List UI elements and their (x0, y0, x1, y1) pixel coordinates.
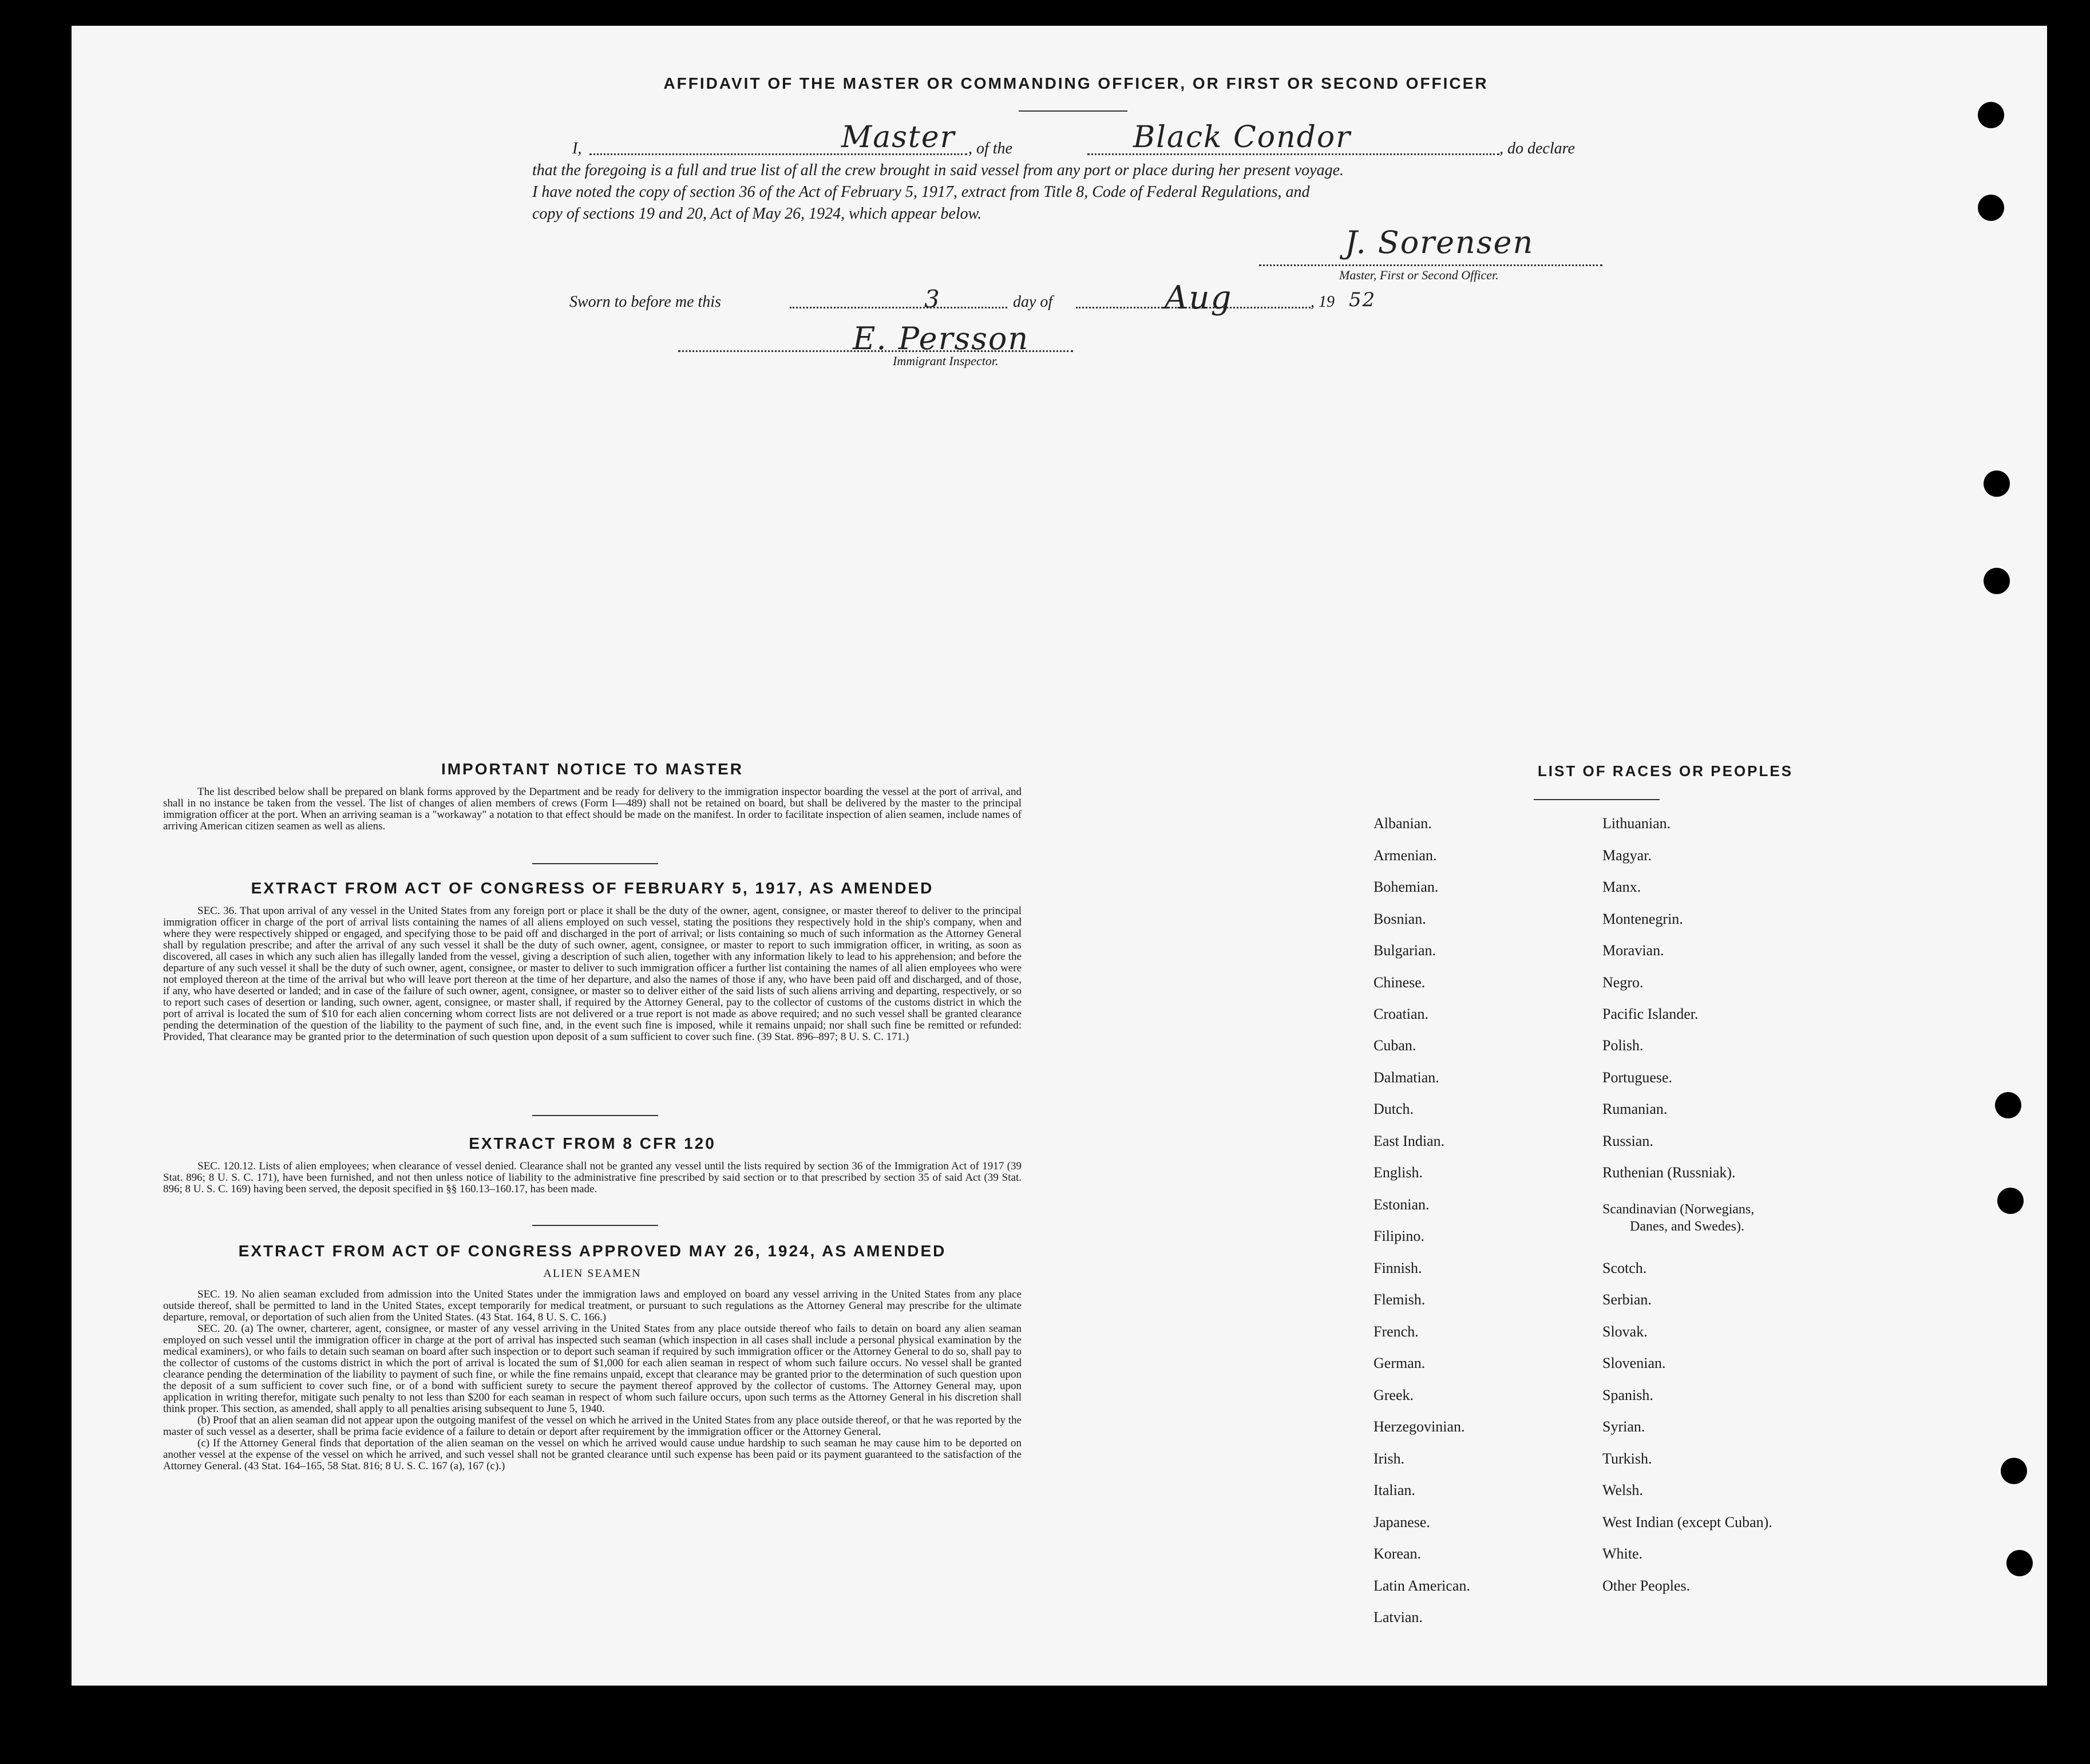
race-left-item: Bulgarian. (1373, 942, 1436, 959)
section-20a-text: SEC. 20. (a) The owner, charterer, agent, consignee, or master of any vessel arriving in the United States from any place outside thereof who fails to detain on board any alien seaman employed on such vessel until the immigration officer in charge at the port of arrival has inspected such seaman (which inspection in all cases shall include a personal physical examination by the medical examiners), or who fails to detain such seaman on board after such inspection or to deport such seaman if required by such immigration officer or the Attorney General to do so, shall pay to the collector of customs of the customs district in which the port of arrival is located the sum of $1,000 for each alien seaman in respect of whom such failure occurs. No vessel shall be granted clearance pending the determination of the liability to payment of such fine, or while the fine remains unpaid, except that clearance may be granted prior to the determination of such question upon the deposit of a sum sufficient to cover such fine, or of a bond with sufficient surety to secure the payment thereof approved by the collector of customs. The Attorney General may, upon application in writing therefor, mitigate such penalty to not less than $200 for each seaman in respect of whom such failure occurs, upon such terms as the Attorney General in his discretion shall think proper. This section, as amended, shall apply to all penalties arising subsequent to June 5, 1940. (163, 1323, 1022, 1415)
notice-title: IMPORTANT NOTICE TO MASTER (441, 760, 744, 778)
inspector-signature: E. Persson (853, 321, 1030, 357)
affidavit-title: AFFIDAVIT OF THE MASTER OR COMMANDING OFFICER, OR FIRST OR SECOND OFFICER (663, 74, 1489, 92)
cfr-body (163, 1161, 1022, 1195)
race-right-continuation: Danes, and Swedes). (1630, 1219, 1744, 1234)
race-left-item: Irish. (1373, 1450, 1405, 1467)
punch-hole (1984, 568, 2010, 594)
race-right-item: Pacific Islander. (1602, 1006, 1699, 1022)
sworn-label: Sworn to before me this (569, 293, 721, 311)
divider (532, 1225, 658, 1226)
rank-value: Master (841, 120, 956, 155)
divider (1019, 110, 1127, 112)
extract-1924-title: EXTRACT FROM ACT OF CONGRESS APPROVED MAY 26, 1924, AS AMENDED (238, 1242, 947, 1260)
master-caption: Master, First or Second Officer. (1339, 268, 1499, 282)
race-right-item: Ruthenian (Russniak). (1602, 1164, 1736, 1181)
race-right-item: Welsh. (1602, 1482, 1643, 1498)
race-left-item: Estonian. (1373, 1196, 1430, 1213)
race-left-item: French. (1373, 1323, 1419, 1340)
master-signature: J. Sorensen (1345, 224, 1534, 260)
punch-hole (2006, 1550, 2033, 1576)
notice-text: The list described below shall be prepared on blank forms approved by the Department and be ready for delivery to the immigration inspector boarding the vessel at the port of arrival, and shall in no instance be taken from the vessel. The list of changes of alien members of crews (Form I—489) shall not be retained on board, but shall be delivered by the master to the principal immigration officer at the port. When an arriving seaman is a "workaway" a notation to that effect should be made on the manifest. In order to facilitate inspection of alien seamen, include names of arriving American citizen seamen as well as aliens. (163, 786, 1022, 832)
race-right-item: Montenegrin. (1602, 911, 1683, 927)
race-right-item: Syrian. (1602, 1418, 1645, 1435)
race-left-item: Albanian. (1373, 815, 1432, 832)
race-right-item: West Indian (except Cuban). (1602, 1514, 1772, 1530)
day-value: 3 (924, 285, 941, 313)
race-left-item: Filipino. (1373, 1228, 1424, 1244)
race-right-item: Negro. (1602, 974, 1644, 991)
month-value: Aug (1165, 279, 1233, 317)
race-right-item: Other Peoples. (1602, 1577, 1691, 1594)
race-left-item: Armenian. (1373, 847, 1437, 864)
race-left-item: East Indian. (1373, 1133, 1445, 1149)
punch-hole (1997, 1188, 2024, 1214)
notice-body (163, 786, 1022, 832)
day-field-line (790, 307, 1007, 308)
race-right-item: Serbian. (1602, 1291, 1652, 1308)
race-right-item: Magyar. (1602, 847, 1652, 864)
master-signature-line (1259, 264, 1602, 266)
inspector-signature-line (678, 350, 1073, 352)
inspector-caption: Immigrant Inspector. (893, 354, 999, 368)
form-page-right-edge (1906, 96, 2047, 1686)
declaration-line-2: that the foregoing is a full and true list of all the crew brought in said vessel from any port or place during her present voyage. (532, 161, 1344, 179)
vessel-name: Black Condor (1133, 120, 1352, 155)
race-right-item: Spanish. (1602, 1387, 1653, 1403)
race-right-item: Slovenian. (1602, 1355, 1666, 1371)
race-right-item: Scandinavian (Norwegians, (1602, 1202, 1755, 1217)
race-left-item: Cuban. (1373, 1037, 1416, 1054)
section-19-text: SEC. 19. No alien seaman excluded from admission into the United States under the immigration laws and employed on board any vessel arriving in the United States from any place outside thereof, shall be permitted to land in the United States, except temporarily for medical treatment, or pursuant to such regulations as the Attorney General may prescribe for the ultimate departure, removal, or deportation of such alien from the United States. (43 Stat. 164, 8 U. S. C. 166.) (163, 1288, 1022, 1323)
alien-seamen-subtitle: ALIEN SEAMEN (543, 1267, 642, 1280)
year-value: 52 (1349, 288, 1376, 311)
race-left-item: Latvian. (1373, 1609, 1423, 1625)
punch-hole (1978, 195, 2004, 221)
races-title: LIST OF RACES OR PEOPLES (1537, 762, 1794, 780)
race-right-item: Moravian. (1602, 942, 1664, 959)
punch-hole (1984, 470, 2010, 497)
race-left-item: Dutch. (1373, 1101, 1414, 1117)
declaration-line-4: copy of sections 19 and 20, Act of May 26, 1924, which appear below. (532, 205, 982, 223)
divider (532, 863, 658, 864)
race-right-item: Portuguese. (1602, 1069, 1673, 1086)
race-left-item: Bohemian. (1373, 879, 1439, 895)
section-36-text: SEC. 36. That upon arrival of any vessel in the United States from any foreign port or place it shall be the duty of the owner, agent, consignee, or master thereof to deliver to the principal immigration officer in charge of the port of arrival lists containing the names of all aliens employed on such vessel, stating the positions they respectively hold in the ship's company, when and where they were respectively shipped or engaged, and specifying those to be paid off and discharged in the port of arrival; or lists containing so much of such information as the Attorney General shall by regulation prescribe; and after the arrival of any such vessel it shall be the duty of such owner, agent, consignee, or master to report to such immigration officer, in writing, as soon as discovered, all cases in which any such alien has illegally landed from the vessel, giving a description of such alien, together with any information likely to lead to his apprehension; and before the departure of any such vessel it shall be the duty of such owner, agent, consignee, or master to deliver to such immigration officer a further list containing the names of all alien employees who were not employed thereon at the time of the arrival but who will leave port thereon at the time of her departure, and also the names of those if any, who have been paid off and discharged, and of those, if any, who have deserted or landed; and in case of the failure of such owner, agent, consignee, or master so to deliver either of the said lists of such aliens arriving and departing, respectively, or so to report such cases of desertion or landing, such owner, agent, consignee, or master shall, if required by the Attorney General, pay to the collector of customs of the customs district in which the port of arrival is located the sum of $10 for each alien concerning whom correct lists are not delivered or a true report is not made as above required; and no such vessel shall be granted clearance pending the determination of the question of the liability to the payment of such fine, and, in the event such fine is imposed, while it remains unpaid; nor shall such fine be remitted or refunded: Provided, That clearance may be granted prior to the determination of such question upon deposit of a sum sufficient to cover such fine. (39 Stat. 896–897; 8 U. S. C. 171.) (163, 905, 1022, 1043)
race-left-item: Chinese. (1373, 974, 1426, 991)
do-declare-label: , do declare (1499, 140, 1575, 157)
race-right-item: Rumanian. (1602, 1101, 1668, 1117)
section-20c-text: (c) If the Attorney General finds that deportation of the alien seaman on the vessel on which he arrived would cause undue hardship to such seaman he may cause him to be deported on another vessel at the expense of the vessel on which he arrived, and such vessel shall not be granted clearance until such expense has been paid or its payment guaranteed to the satisfaction of the Attorney General. (43 Stat. 164–165, 58 Stat. 816; 8 U. S. C. 167 (a), 167 (c).) (163, 1437, 1022, 1472)
punch-hole (2001, 1458, 2027, 1484)
race-left-item: Italian. (1373, 1482, 1415, 1498)
race-right-item: Slovak. (1602, 1323, 1648, 1340)
punch-hole (1978, 102, 2004, 128)
race-left-item: Herzegovinian. (1373, 1418, 1465, 1435)
extract-1917-body (163, 905, 1022, 1043)
race-left-item: Finnish. (1373, 1260, 1422, 1276)
extract-1924-body (163, 1289, 1022, 1472)
of-the-label: , of the (968, 140, 1012, 157)
extract-1917-title: EXTRACT FROM ACT OF CONGRESS OF FEBRUARY 5, 1917, AS AMENDED (251, 879, 934, 897)
race-left-item: English. (1373, 1164, 1423, 1181)
section-20b-text: (b) Proof that an alien seaman did not appear upon the outgoing manifest of the vessel on which he arrived in the United States from any place outside thereof, or that he was reported by the master of such vessel as a deserter, shall be prima facie evidence of a failure to detain or deport after requirement by the immigration officer or the Attorney General. (163, 1414, 1022, 1438)
declaration-i: I, (572, 140, 582, 157)
race-right-item: Lithuanian. (1602, 815, 1671, 832)
race-left-item: Dalmatian. (1373, 1069, 1439, 1086)
divider (532, 1115, 658, 1116)
race-left-item: Japanese. (1373, 1514, 1430, 1530)
race-left-item: Korean. (1373, 1545, 1422, 1562)
year-prefix: , 19 (1311, 293, 1335, 311)
race-left-item: German. (1373, 1355, 1426, 1371)
race-right-item: Polish. (1602, 1037, 1644, 1054)
race-left-item: Greek. (1373, 1387, 1414, 1403)
section-120-12-text: SEC. 120.12. Lists of alien employees; when clearance of vessel denied. Clearance shall not be granted any vessel until the lists required by section 36 of the Immigration Act of 1917 (39 Stat. 896; 8 U. S. C. 171), have been furnished, and not then unless notice of liability to the administrative fine prescribed by said section or to that prescribed by section 35 of said Act (39 Stat. 896; 8 U. S. C. 169) having been served, the deposit specified in §§ 160.13–160.17, has been made. (163, 1160, 1022, 1195)
race-right-item: Scotch. (1602, 1260, 1647, 1276)
race-left-item: Flemish. (1373, 1291, 1426, 1308)
race-left-item: Bosnian. (1373, 911, 1426, 927)
race-right-item: Turkish. (1602, 1450, 1652, 1467)
race-right-item: Russian. (1602, 1133, 1653, 1149)
race-left-item: Croatian. (1373, 1006, 1429, 1022)
punch-hole (1995, 1092, 2021, 1118)
race-right-item: Manx. (1602, 879, 1641, 895)
declaration-line-3: I have noted the copy of section 36 of the Act of February 5, 1917, extract from Title 8, Code of Federal Regulations, and (532, 183, 1310, 201)
divider (1534, 799, 1660, 800)
cfr-title: EXTRACT FROM 8 CFR 120 (469, 1134, 716, 1152)
race-right-item: White. (1602, 1545, 1643, 1562)
race-left-item: Latin American. (1373, 1577, 1470, 1594)
day-of-label: day of (1013, 293, 1053, 311)
